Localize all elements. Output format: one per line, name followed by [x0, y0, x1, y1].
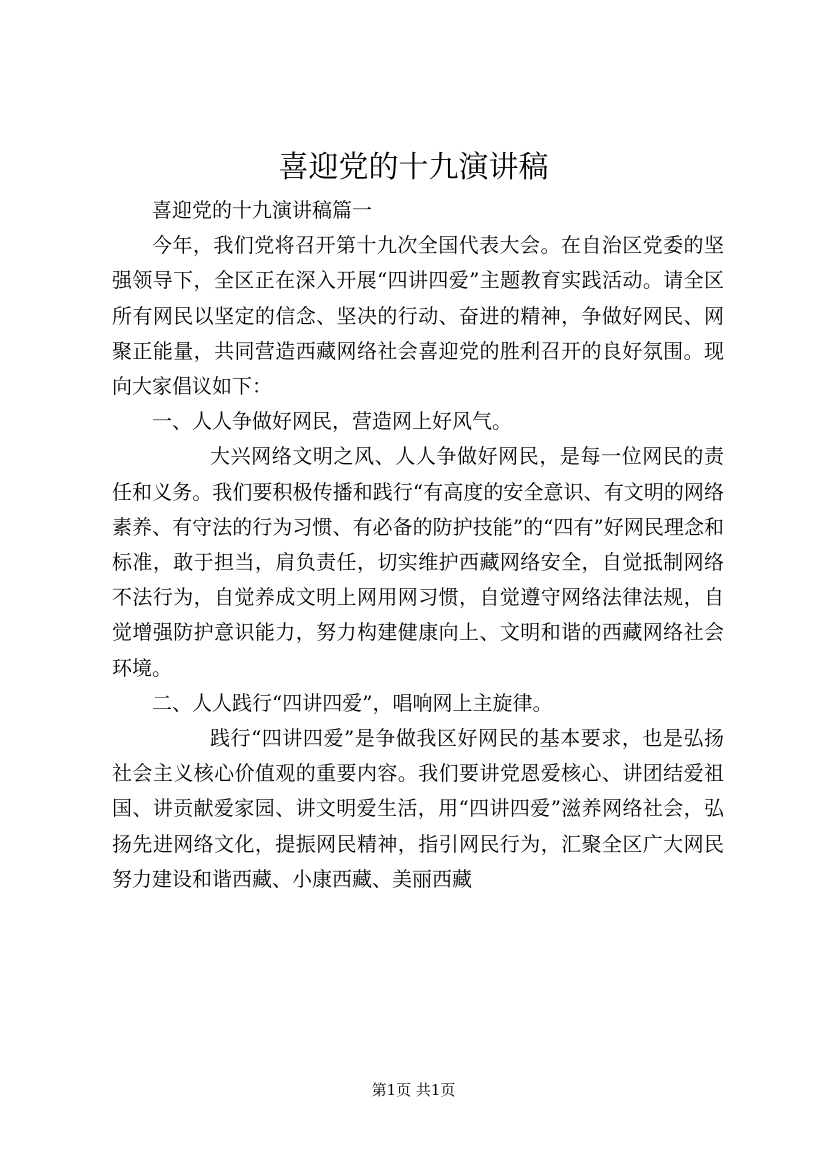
section-heading-1: 一、人人争做好网民，营造网上好风气。 — [152, 409, 512, 434]
page-footer: 第1页 共1页 — [371, 1081, 456, 1099]
document-title: 喜迎党的十九演讲稿 — [278, 150, 549, 185]
section-subtitle: 喜迎党的十九演讲稿篇一 — [152, 198, 372, 222]
paragraph-section-2: 践行“四讲四爱”是争做我区好网民的基本要求，也是弘扬社会主义核心价值观的重要内容。我们要讲党恩爱核心、讲团结爱祖国、讲贡献爱家园、讲文明爱生活，用“四讲四爱”滋养网络社会，弘扬先进网络文化，提振网民精神，指引网民行为，汇聚全区广大网民努力建设和谐西藏、小康西藏、美丽西藏 — [112, 726, 724, 891]
paragraph-section-1: 大兴网络文明之风、人人争做好网民，是每一位网民的责任和义务。我们要积极传播和践行“有高度的安全意识、有文明的网络素养、有守法的行为习惯、有必备的防护技能”的“四有”好网民理念和标准，敢于担当，肩负责任，切实维护西藏网络安全，自觉抵制网络不法行为，自觉养成文明上网用网习惯，自觉遵守网络法律法规，自觉增强防护意识能力，努力构建健康向上、文明和谐的西藏网络社会环境。 — [112, 444, 724, 680]
document-body — [112, 193, 724, 897]
section-heading-2: 二、人人践行“四讲四爱”，唱响网上主旋律。 — [152, 690, 553, 715]
paragraph-intro: 今年，我们党将召开第十九次全国代表大会。在自治区党委的坚强领导下，全区正在深入开展“四讲四爱”主题教育实践活动。请全区所有网民以坚定的信念、坚决的行动、奋进的精神，争做好网民、网聚正能量，共同营造西藏网络社会喜迎党的胜利召开的良好氛围。现向大家倡议如下： — [112, 233, 724, 399]
